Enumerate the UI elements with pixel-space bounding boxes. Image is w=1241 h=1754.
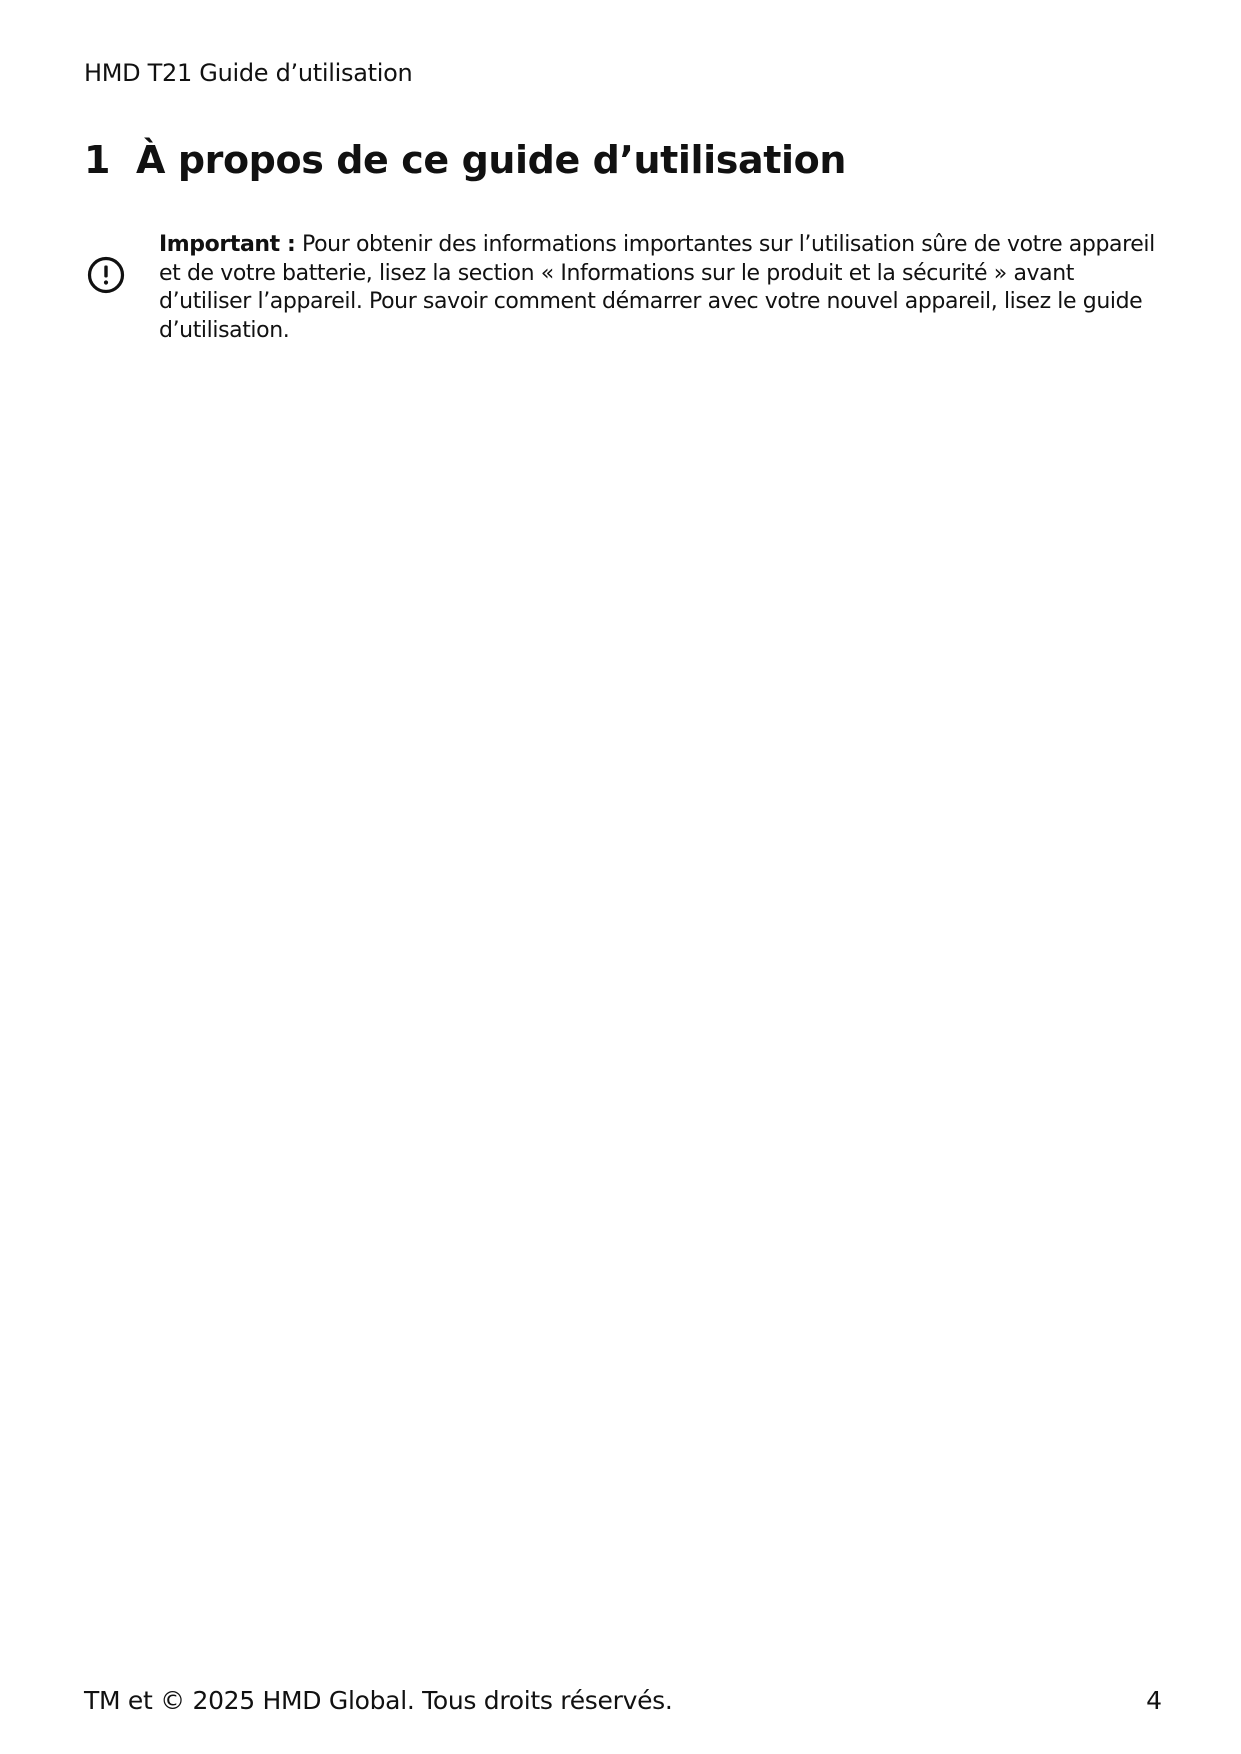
running-header: HMD T21 Guide d’utilisation bbox=[84, 59, 413, 87]
footer-copyright: TM et © 2025 HMD Global. Tous droits réservés. bbox=[84, 1686, 673, 1715]
section-title: À propos de ce guide d’utilisation bbox=[136, 138, 846, 182]
notice-body: Pour obtenir des informations importantes sur l’utilisation sûre de votre appareil et de votre batterie, lisez la section « Informations sur le produit et la sécurité » avant d’utiliser l’appareil. Pour savoir comment démarrer avec votre nouvel appareil, lisez le guide d’utilisation. bbox=[159, 232, 1155, 344]
important-notice bbox=[159, 231, 1159, 346]
page-number: 4 bbox=[1146, 1686, 1162, 1715]
section-heading bbox=[84, 136, 846, 184]
notice-lead: Important : bbox=[159, 232, 296, 257]
exclamation-circle-icon bbox=[86, 255, 126, 295]
section-number: 1 bbox=[84, 138, 111, 182]
